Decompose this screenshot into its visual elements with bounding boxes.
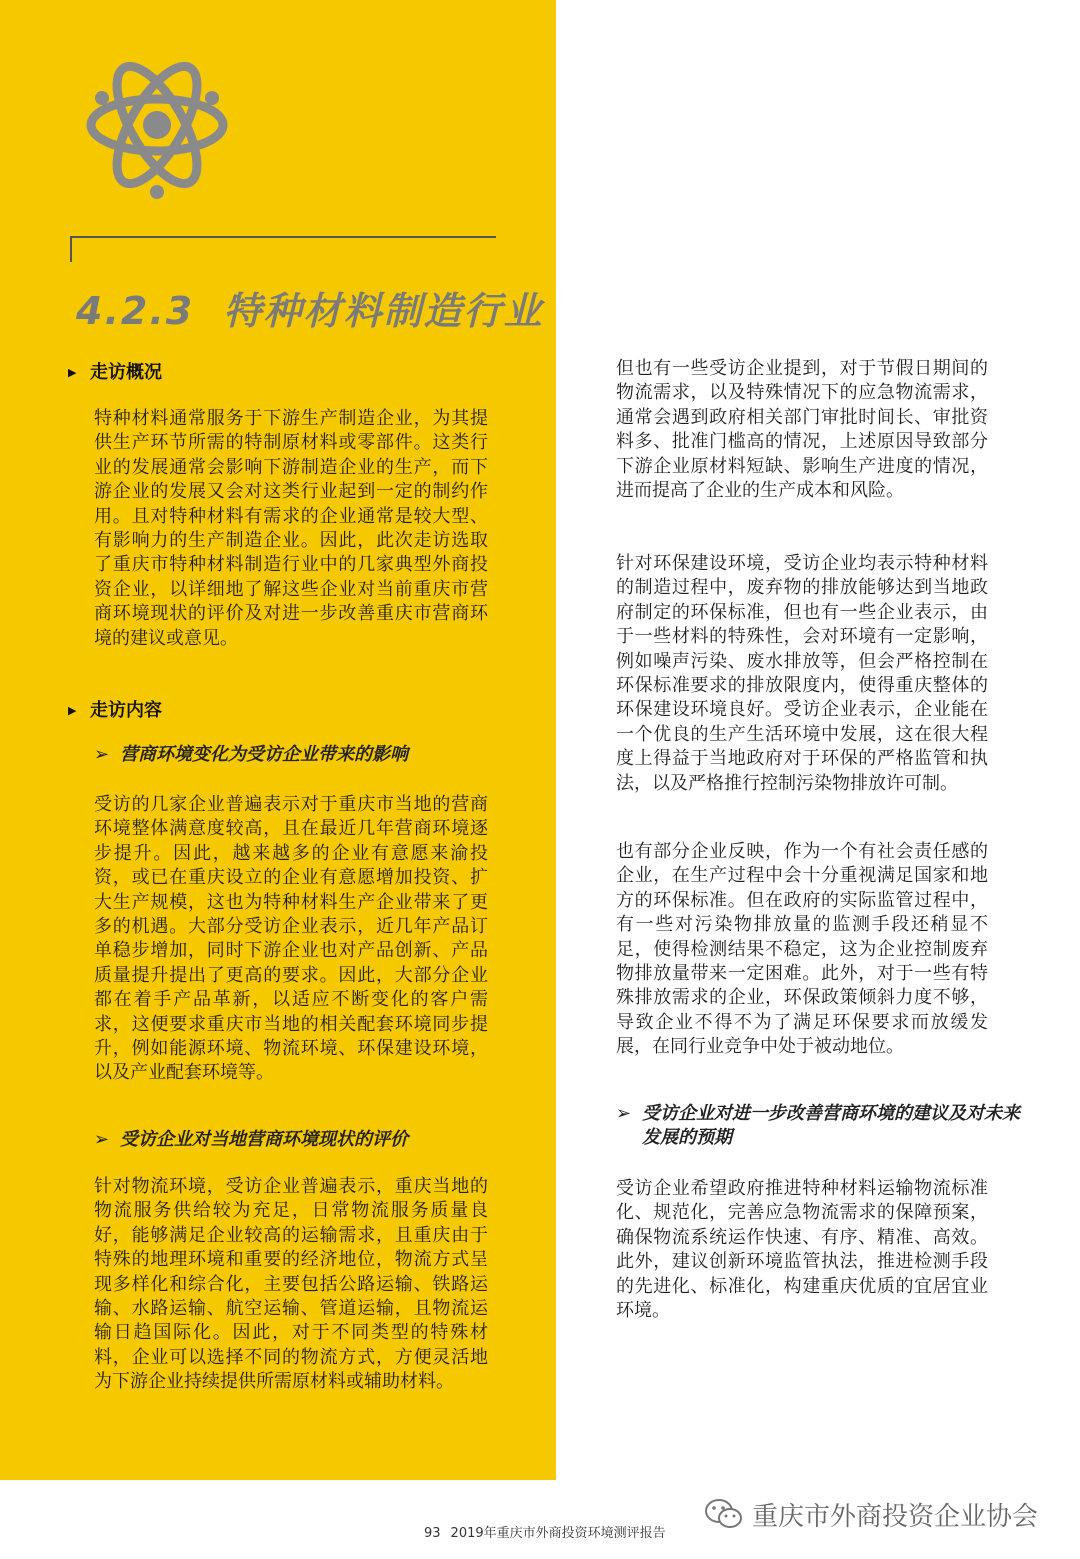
page-number: 93: [424, 1526, 441, 1541]
suggestion-body: 受访企业希望政府推进特种材料运输物流标准化、规范化，完善应急物流需求的保障预案，确保物流系统运作快速、有序、精准、高效。此外，建议创新环境监管执法，推进检测手段的先进化、标准化，构建重庆优质的宜居宜业环境。: [616, 1178, 988, 1322]
enforcement-paragraph: 也有部分企业反映，作为一个有社会责任感的企业，在生产过程中会十分重视满足国家和地方的环保标准。但在政府的实际监管过程中，有一些对污染物排放量的监测手段还稍显不足，使得检测结果不稳定，这为企业控制废弃物排放量带来一定困难。此外，对于一些有特殊排放需求的企业，环保政策倾斜力度不够，导致企业不得不为了满足环保要求而放缓发展，在同行业竞争中处于被动地位。: [616, 841, 988, 1058]
title-rule-vertical: [70, 236, 72, 262]
section-number: 4.2.3: [76, 289, 195, 333]
overview-heading: ▶ 走访概况: [68, 362, 162, 383]
environment-paragraph: 针对环保建设环境，受访企业均表示特种材料的制造过程中，废弃物的排放能够达到当地政府制定的环保标准，但也有一些企业表示，由于一些材料的特殊性，会对环境有一定影响，例如噪声污染、废水排放等，但会严格控制在环保标准要求的排放限度内，使得重庆整体的环保建设环境良好。受访企业表示，企业能在一个优良的生产生活环境中发展，这在很大程度上得益于当地政府对于环保的严格监管和执法，以及严格推行控制污染物排放许可制。: [616, 553, 988, 794]
impact-body: 受访的几家企业普遍表示对于重庆市当地的营商环境整体满意度较高，且在最近几年营商环境逐步提升。因此，越来越多的企业有意愿来渝投资，或已在重庆设立的企业有意愿增加投资、扩大生产规模，这也为特种材料生产企业带来了更多的机遇。大部分受访企业表示，近几年产品订单稳步增加，同时下游企业也对产品创新、产品质量提升提出了更高的要求。因此，大部分企业都在着手产品革新，以适应不断变化的客户需求，这便要求重庆市当地的相关配套环境同步提升，例如能源环境、物流环境、环保建设环境，以及产业配套环境等。: [94, 794, 488, 1084]
title-rule-horizontal: [70, 236, 496, 238]
logistics-issues-paragraph: 但也有一些受访企业提到，对于节假日期间的物流需求，以及特殊情况下的应急物流需求，通常会遇到政府相关部门审批时间长、审批资料多、批准门槛高的情况，上述原因导致部分下游企业原材料短缺、影响生产进度的情况，进而提高了企业的生产成本和风险。: [616, 358, 988, 502]
impact-heading: ➢ 营商环境变化为受访企业带来的影响: [94, 744, 408, 765]
watermark-text: 重庆市外商投资企业协会: [752, 1501, 1039, 1532]
section-title: [76, 280, 543, 335]
arrow-bullet-icon: ➢: [94, 1129, 110, 1150]
bullet-triangle-icon: ▶: [68, 366, 77, 379]
evaluation-heading: ➢ 受访企业对当地营商环境现状的评价: [94, 1129, 408, 1150]
content-heading: ▶ 走访内容: [68, 700, 162, 721]
watermark: [704, 1494, 1038, 1534]
wechat-icon: [704, 1497, 744, 1531]
atom-icon: [84, 52, 230, 202]
overview-body: 特种材料通常服务于下游生产制造企业，为其提供生产环节所需的特制原材料或零部件。这类行业的发展通常会影响下游制造企业的生产，而下游企业的发展又会对这类行业起到一定的制约作用。且对特种材料有需求的企业通常是较大型、有影响力的生产制造企业。因此，此次走访选取了重庆市特种材料制造行业中的几家典型外商投资企业，以详细地了解这些企业对当前重庆市营商环境现状的评价及对进一步改善重庆市营商环境的建议或意见。: [94, 408, 488, 649]
suggestion-heading: ➢ 受访企业对进一步改善营商环境的建议及对未来发展的预期: [616, 1103, 1020, 1148]
section-title-text: 特种材料制造行业: [223, 289, 544, 333]
evaluation-body: 针对物流环境，受访企业普遍表示，重庆当地的物流服务供给较为充足，日常物流服务质量良好，能够满足企业较高的运输需求，且重庆由于特殊的地理环境和重要的经济地位，物流方式呈现多样化和综合化，主要包括公路运输、铁路运输、水路运输、航空运输、管道运输，且物流运输日趋国际化。因此，对于不同类型的特殊材料，企业可以选择不同的物流方式，方便灵活地为下游企业持续提供所需原材料或辅助材料。: [94, 1176, 488, 1393]
report-title: 2019年重庆市外商投资环境测评报告: [450, 1526, 666, 1541]
page-footer: [424, 1522, 666, 1541]
arrow-bullet-icon: ➢: [94, 744, 110, 765]
arrow-bullet-icon: ➢: [616, 1103, 632, 1124]
bullet-triangle-icon: ▶: [68, 704, 77, 717]
